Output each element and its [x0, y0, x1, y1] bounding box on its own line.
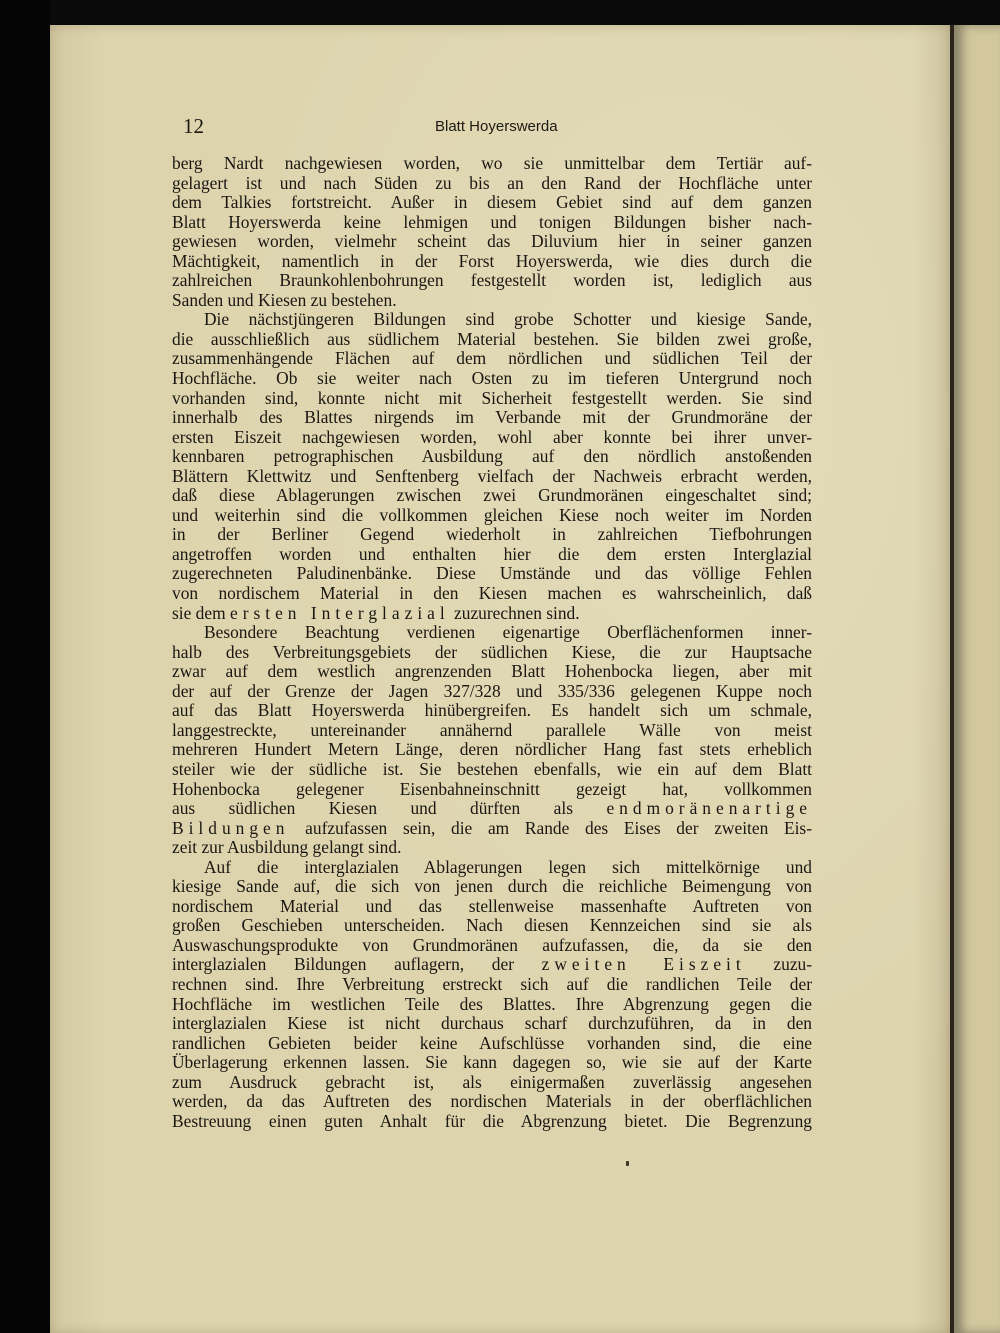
- text-line: langgestreckte, untereinander annähernd parallele Wälle von meist: [172, 720, 812, 740]
- text-line: ersten Eiszeit nachgewiesen worden, wohl aber konnte bei ihrer unver-: [172, 427, 812, 447]
- text-line: zeit zur Ausbildung gelangt sind.: [172, 838, 402, 858]
- text-fragment: sie dem: [172, 603, 230, 623]
- text-line: und weiterhin sind die vollkommen gleichen Kiese noch weiter im Norden: [172, 505, 812, 525]
- text-line: angetroffen worden und enthalten hier die dem ersten Interglazial: [172, 544, 812, 564]
- text-line: [172, 799, 812, 819]
- text-line: [172, 604, 812, 624]
- paragraph-start: Die nächstjüngeren Bildungen sind grobe Schotter und kiesige Sande,: [204, 310, 812, 330]
- text-line: zahlreichen Braunkohlenbohrungen festgestellt worden ist, lediglich aus: [172, 271, 812, 291]
- text-line: Hochfläche. Ob sie weiter nach Osten zu im tieferen Untergrund noch: [172, 369, 812, 389]
- text-line: gewiesen worden, vielmehr scheint das Diluvium hier in seiner ganzen: [172, 232, 812, 252]
- body-text: [172, 154, 812, 1158]
- text-line: werden, da das Auftreten des nordischen Materials in der oberflächlichen: [172, 1092, 812, 1112]
- text-line: dem Talkies fortstreicht. Außer in diesem Gebiet sind auf dem ganzen: [172, 193, 812, 213]
- spaced-term: zweiten Eiszeit: [541, 955, 746, 975]
- facing-page-edge: [954, 25, 1000, 1333]
- text-line: berg Nardt nachgewiesen worden, wo sie unmittelbar dem Tertiär auf-: [172, 154, 812, 173]
- text-line: Blättern Klettwitz und Senftenberg vielfach der Nachweis erbracht werden,: [172, 466, 812, 486]
- text-line: in der Berliner Gegend wiederholt in zahlreichen Tiefbohrungen: [172, 525, 812, 545]
- spaced-term: Bildungen: [172, 818, 290, 838]
- text-line: Sanden und Kiesen zu bestehen.: [172, 290, 397, 310]
- text-line: nordischem Material und das stellenweise massenhafte Auftreten von: [172, 896, 812, 916]
- text-line: großen Geschieben unterscheiden. Nach diesen Kennzeichen sind sie als: [172, 916, 812, 936]
- text-line: zusammenhängende Flächen auf dem nördlichen und südlichen Teil der: [172, 349, 812, 369]
- text-line: zugerechneten Paludinenbänke. Diese Umstände und das völlige Fehlen: [172, 564, 812, 584]
- text-line: Blatt Hoyerswerda keine lehmigen und tonigen Bildungen bisher nach-: [172, 212, 812, 232]
- text-fragment: aufzufassen sein, die am Rande des Eises der zweiten Eis-: [289, 818, 812, 838]
- text-line: daß diese Ablagerungen zwischen zwei Grundmoränen eingeschaltet sind;: [172, 486, 812, 506]
- text-line: mehreren Hundert Metern Länge, deren nördlicher Hang fast stets erheblich: [172, 740, 812, 760]
- text-line: vorhanden sind, konnte nicht mit Sicherheit festgestellt werden. Sie sind: [172, 388, 812, 408]
- text-line: gelagert ist und nach Süden zu bis an den Rand der Hochfläche unter: [172, 173, 812, 193]
- text-line: zum Ausdruck gebracht ist, als einigermaßen zuverlässig angesehen: [172, 1072, 812, 1092]
- text-line: Auswaschungsprodukte von Grundmoränen aufzufassen, die, da sie den: [172, 935, 812, 955]
- text-fragment: zuzu-: [745, 955, 812, 975]
- text-fragment: interglazialen Bildungen auflagern, der: [172, 955, 542, 975]
- text-line: steiler wie der südliche ist. Sie bestehen ebenfalls, wie ein auf dem Blatt: [172, 759, 812, 779]
- text-fragment: aus südlichen Kiesen und dürften als: [172, 799, 607, 819]
- text-line: kiesige Sande auf, die sich von jenen durch die reichliche Beimengung von: [172, 877, 812, 897]
- text-line: [172, 955, 812, 975]
- text-line: innerhalb des Blattes nirgends im Verbande mit der Grundmoräne der: [172, 408, 812, 428]
- text-line: randlichen Gebieten beider keine Aufschlüsse vorhanden sind, die eine: [172, 1033, 812, 1053]
- text-line: von nordischem Material in den Kiesen machen es wahrscheinlich, daß: [172, 584, 812, 604]
- text-line: der auf der Grenze der Jagen 327/328 und 335/336 gelegenen Kuppe noch: [172, 681, 812, 701]
- text-line: kennbaren petrographischen Ausbildung auf den nördlich anstoßenden: [172, 447, 812, 467]
- text-line: Hohenbocka gelegener Eisenbahneinschnitt gezeigt hat, vollkommen: [172, 779, 812, 799]
- text-line: zwar auf dem westlich angrenzenden Blatt Hohenbocka liegen, aber mit: [172, 662, 812, 682]
- text-line: Mächtigkeit, namentlich in der Forst Hoyerswerda, wie dies durch die: [172, 251, 812, 271]
- text-line: Bestreuung einen guten Anhalt für die Abgrenzung bietet. Die Begrenzung: [172, 1111, 812, 1131]
- paragraph-start: Besondere Beachtung verdienen eigenartige Oberflächenformen inner-: [204, 623, 812, 643]
- ink-mark: [626, 1161, 629, 1166]
- text-fragment: zuzurechnen sind.: [449, 603, 580, 623]
- text-line: rechnen sind. Ihre Verbreitung erstreckt sich auf die randlichen Teile der: [172, 974, 812, 994]
- text-line: auf das Blatt Hoyerswerda hinübergreifen. Es handelt sich um schmale,: [172, 701, 812, 721]
- spaced-term: endmoränenartige: [606, 799, 812, 819]
- text-line: Hochfläche im westlichen Teile des Blattes. Ihre Abgrenzung gegen die: [172, 994, 812, 1014]
- text-line: halb des Verbreitungsgebiets der südlichen Kiese, die zur Hauptsache: [172, 642, 812, 662]
- text-line: die ausschließlich aus südlichem Material bestehen. Sie bilden zwei große,: [172, 329, 812, 349]
- page-number: 12: [183, 114, 204, 138]
- text-line: [172, 819, 812, 839]
- text-line: interglazialen Kiese ist nicht durchaus scharf durchzuführen, da in den: [172, 1014, 812, 1034]
- paragraph-start: Auf die interglazialen Ablagerungen legen sich mittelkörnige und: [204, 857, 812, 877]
- running-title: Blatt Hoyerswerda: [435, 118, 558, 135]
- spaced-term: ersten Interglazial: [229, 603, 450, 623]
- book-binding-left: [0, 0, 50, 1333]
- page-header: [183, 114, 813, 138]
- text-line: Überlagerung erkennen lassen. Sie kann dagegen so, wie sie auf der Karte: [172, 1053, 812, 1073]
